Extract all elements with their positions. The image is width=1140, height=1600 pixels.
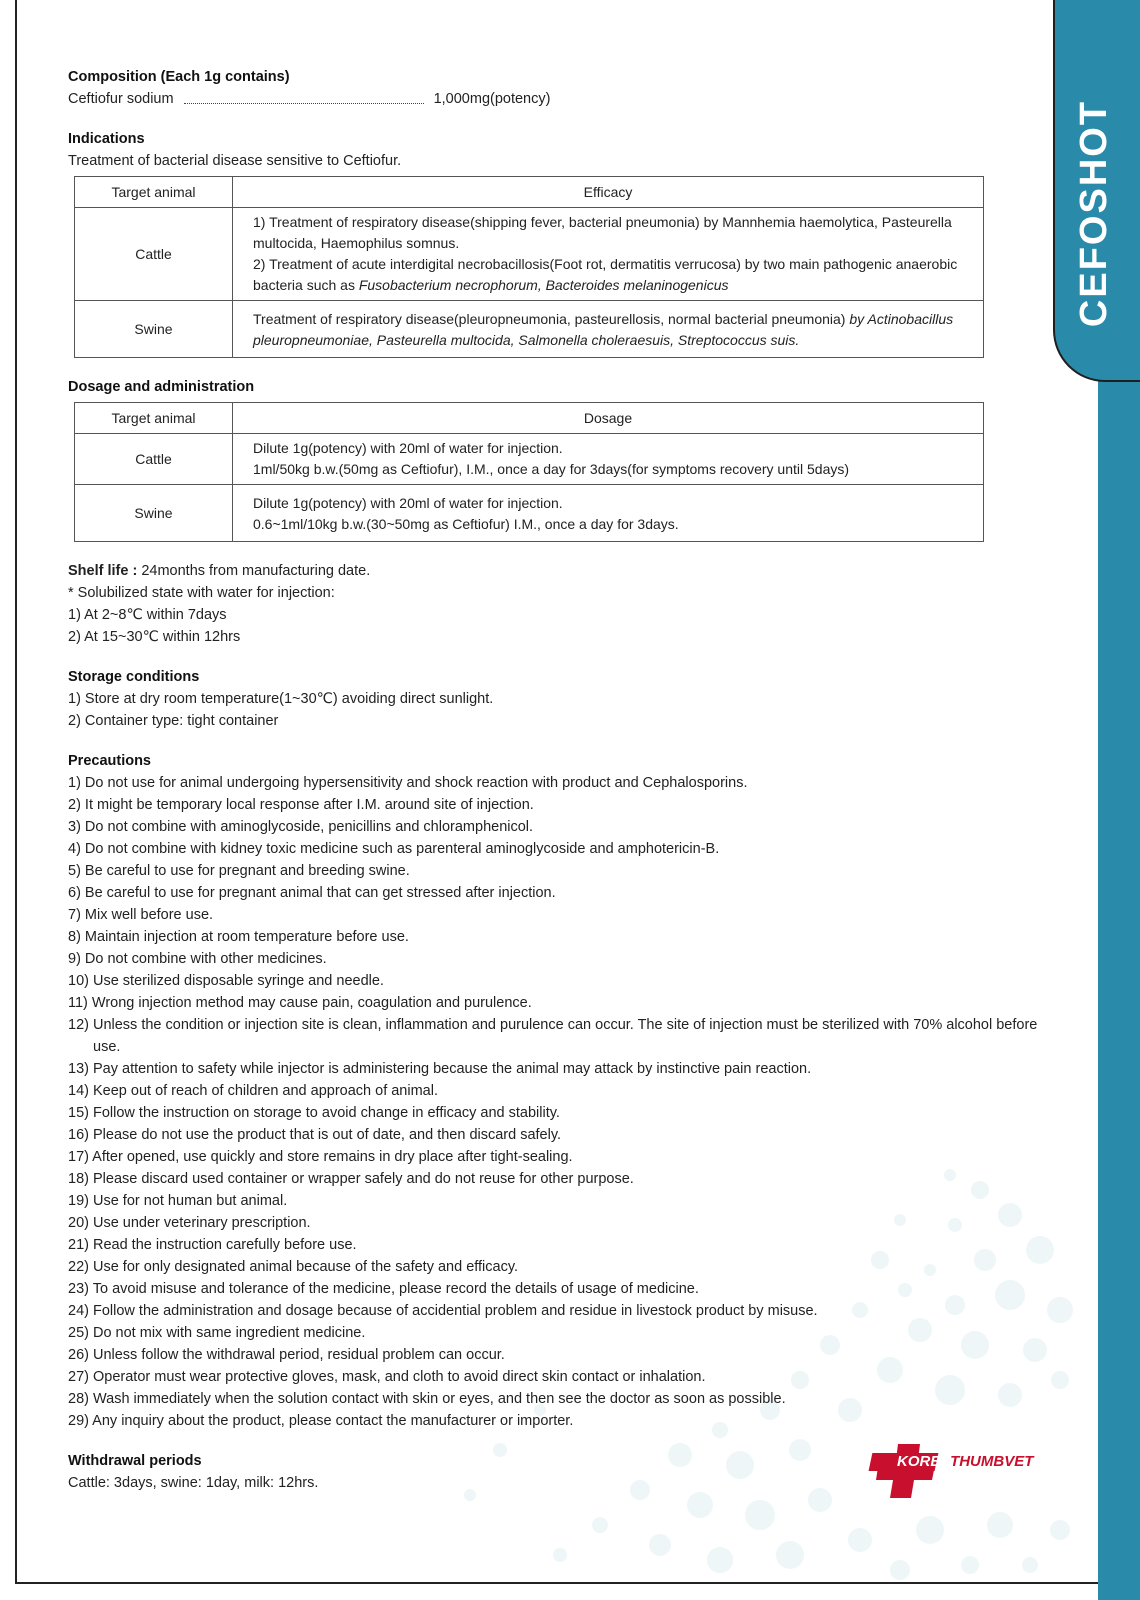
list-item: 21) Read the instruction carefully before use. — [68, 1237, 357, 1253]
list-item: 5) Be careful to use for pregnant and breeding swine. — [68, 863, 410, 879]
shelf-life-note: 2) At 15~30℃ within 12hrs — [68, 629, 241, 645]
storage-line: 1) Store at dry room temperature(1~30℃) avoiding direct sunlight. — [68, 691, 494, 707]
cell-animal-cattle: Cattle — [75, 208, 233, 301]
shelf-life-label: Shelf life : — [68, 563, 138, 579]
col-target-animal: Target animal — [75, 177, 233, 208]
list-item: 8) Maintain injection at room temperature before use. — [68, 929, 409, 945]
efficacy-cattle-2 — [253, 254, 963, 296]
dosage-cattle-2: 1ml/50kg b.w.(50mg as Ceftiofur), I.M., once a day for 3days(for symptoms recovery until 5days) — [253, 461, 850, 477]
list-item: 2) It might be temporary local response after I.M. around site of injection. — [68, 797, 534, 813]
list-item: 18) Please discard used container or wrapper safely and do not reuse for other purpose. — [68, 1171, 634, 1187]
indications-heading: Indications — [68, 131, 145, 147]
storage-heading: Storage conditions — [68, 669, 200, 685]
dosage-table — [74, 402, 984, 542]
logo-wordmark — [897, 1453, 1033, 1470]
col-target-animal: Target animal — [75, 403, 233, 434]
list-item: 28) Wash immediately when the solution contact with skin or eyes, and then see the doctor as soon as possible. — [68, 1391, 786, 1407]
list-item: 9) Do not combine with other medicines. — [68, 951, 327, 967]
cell-animal-cattle: Cattle — [75, 434, 233, 485]
list-item: 20) Use under veterinary prescription. — [68, 1215, 311, 1231]
cell-efficacy-cattle — [233, 208, 984, 301]
storage-line: 2) Container type: tight container — [68, 713, 279, 729]
list-item: 19) Use for not human but animal. — [68, 1193, 288, 1209]
korea-thumbvet-logo — [868, 1436, 1038, 1506]
efficacy-cattle-2-species: Fusobacterium necrophorum, Bacteroides melaninogenicus — [358, 277, 729, 293]
precautions-list — [68, 772, 1043, 1432]
list-item: 23) To avoid misuse and tolerance of the medicine, please record the details of usage of medicine. — [68, 1281, 699, 1297]
dosage-heading: Dosage and administration — [68, 379, 255, 395]
list-item: 29) Any inquiry about the product, please contact the manufacturer or importer. — [68, 1413, 574, 1429]
dosage-swine-2: 0.6~1ml/10kg b.w.(30~50mg as Ceftiofur) I.M., once a day for 3days. — [253, 516, 679, 532]
dosage-cattle-1: Dilute 1g(potency) with 20ml of water for injection. — [253, 440, 563, 456]
list-item: 4) Do not combine with kidney toxic medicine such as parenteral aminoglycoside and amphotericin-B. — [68, 841, 720, 857]
withdrawal-text: Cattle: 3days, swine: 1day, milk: 12hrs. — [68, 1475, 319, 1491]
efficacy-cattle-2-text: 2) Treatment of acute interdigital necrobacillosis(Foot rot, dermatitis verrucosa) by two main pathogenic anaerobic bacteria such as — [253, 256, 958, 293]
dot-leader — [184, 95, 424, 104]
list-item: 12) Unless the condition or injection site is clean, inflammation and purulence can occur. The site of injection must be sterilized with 70% alcohol before use. — [68, 1017, 1038, 1055]
ingredient-name: Ceftiofur sodium — [68, 91, 174, 107]
cell-animal-swine: Swine — [75, 301, 233, 358]
leaflet-content — [68, 66, 1043, 1494]
dosage-swine-1: Dilute 1g(potency) with 20ml of water for injection. — [253, 495, 563, 511]
cell-dosage-cattle — [233, 434, 984, 485]
list-item: 17) After opened, use quickly and store remains in dry place after tight-sealing. — [68, 1149, 573, 1165]
cell-dosage-swine — [233, 485, 984, 542]
table-row — [75, 485, 984, 542]
list-item: 27) Operator must wear protective gloves, mask, and cloth to avoid direct skin contact or inhalation. — [68, 1369, 706, 1385]
list-item: 14) Keep out of reach of children and approach of animal. — [68, 1083, 438, 1099]
list-item: 25) Do not mix with same ingredient medicine. — [68, 1325, 366, 1341]
cell-animal-swine: Swine — [75, 485, 233, 542]
list-item: 16) Please do not use the product that is out of date, and then discard safely. — [68, 1127, 562, 1143]
ingredient-amount: 1,000mg(potency) — [433, 91, 551, 107]
shelf-life-line — [68, 560, 1043, 582]
cell-efficacy-swine — [233, 301, 984, 358]
list-item: 22) Use for only designated animal because of the safety and efficacy. — [68, 1259, 519, 1275]
list-item: 15) Follow the instruction on storage to avoid change in efficacy and stability. — [68, 1105, 560, 1121]
table-row — [75, 208, 984, 301]
list-item: 13) Pay attention to safety while injector is administering because the animal may attack by instinctive pain reaction. — [68, 1061, 812, 1077]
efficacy-table — [74, 176, 984, 358]
indications-section — [68, 128, 1043, 358]
withdrawal-heading: Withdrawal periods — [68, 1453, 202, 1469]
col-efficacy: Efficacy — [233, 177, 984, 208]
shelf-life-note: 1) At 2~8℃ within 7days — [68, 607, 227, 623]
product-title-vertical: CEFOSHOT — [1073, 99, 1116, 327]
efficacy-swine-text: Treatment of respiratory disease(pleuropneumonia, pasteurellosis, normal bacterial pneumonia) — [253, 311, 850, 327]
list-item: 7) Mix well before use. — [68, 907, 214, 923]
composition-row — [68, 88, 1043, 110]
logo-word-thumbvet: THUMBVET — [950, 1453, 1034, 1470]
indications-text: Treatment of bacterial disease sensitive to Ceftiofur. — [68, 153, 402, 169]
list-item: 11) Wrong injection method may cause pain, coagulation and purulence. — [68, 995, 532, 1011]
list-item: 1) Do not use for animal undergoing hypersensitivity and shock reaction with product and Cephalosporins. — [68, 775, 748, 791]
list-item: 24) Follow the administration and dosage because of accidential problem and residue in livestock product by misuse. — [68, 1303, 818, 1319]
list-item: 26) Unless follow the withdrawal period, residual problem can occur. — [68, 1347, 505, 1363]
precautions-section — [68, 750, 1043, 1432]
storage-section — [68, 666, 1043, 732]
table-header-row — [75, 403, 984, 434]
composition-heading: Composition (Each 1g contains) — [68, 69, 290, 85]
list-item: 10) Use sterilized disposable syringe and needle. — [68, 973, 384, 989]
shelf-life-value: 24months from manufacturing date. — [137, 563, 371, 579]
table-row — [75, 434, 984, 485]
list-item: 3) Do not combine with aminoglycoside, penicillins and chloramphenicol. — [68, 819, 534, 835]
precautions-heading: Precautions — [68, 753, 151, 769]
shelf-life-section — [68, 560, 1043, 648]
logo-word-korea: KOREA — [897, 1453, 951, 1470]
dosage-section — [68, 376, 1043, 542]
composition-section — [68, 66, 1043, 110]
list-item: 6) Be careful to use for pregnant animal that can get stressed after injection. — [68, 885, 556, 901]
efficacy-swine-species: by Actinobacillus pleuropneumoniae, Pasteurella multocida, Salmonella choleraesuis, Streptococcus suis. — [253, 311, 954, 348]
col-dosage: Dosage — [233, 403, 984, 434]
table-row — [75, 301, 984, 358]
table-header-row — [75, 177, 984, 208]
efficacy-cattle-1: 1) Treatment of respiratory disease(shipping fever, bacterial pneumonia) by Mannhemia haemolytica, Pasteurella multocida, Haemophilus somnus. — [253, 214, 952, 251]
shelf-life-note: * Solubilized state with water for injection: — [68, 585, 335, 601]
